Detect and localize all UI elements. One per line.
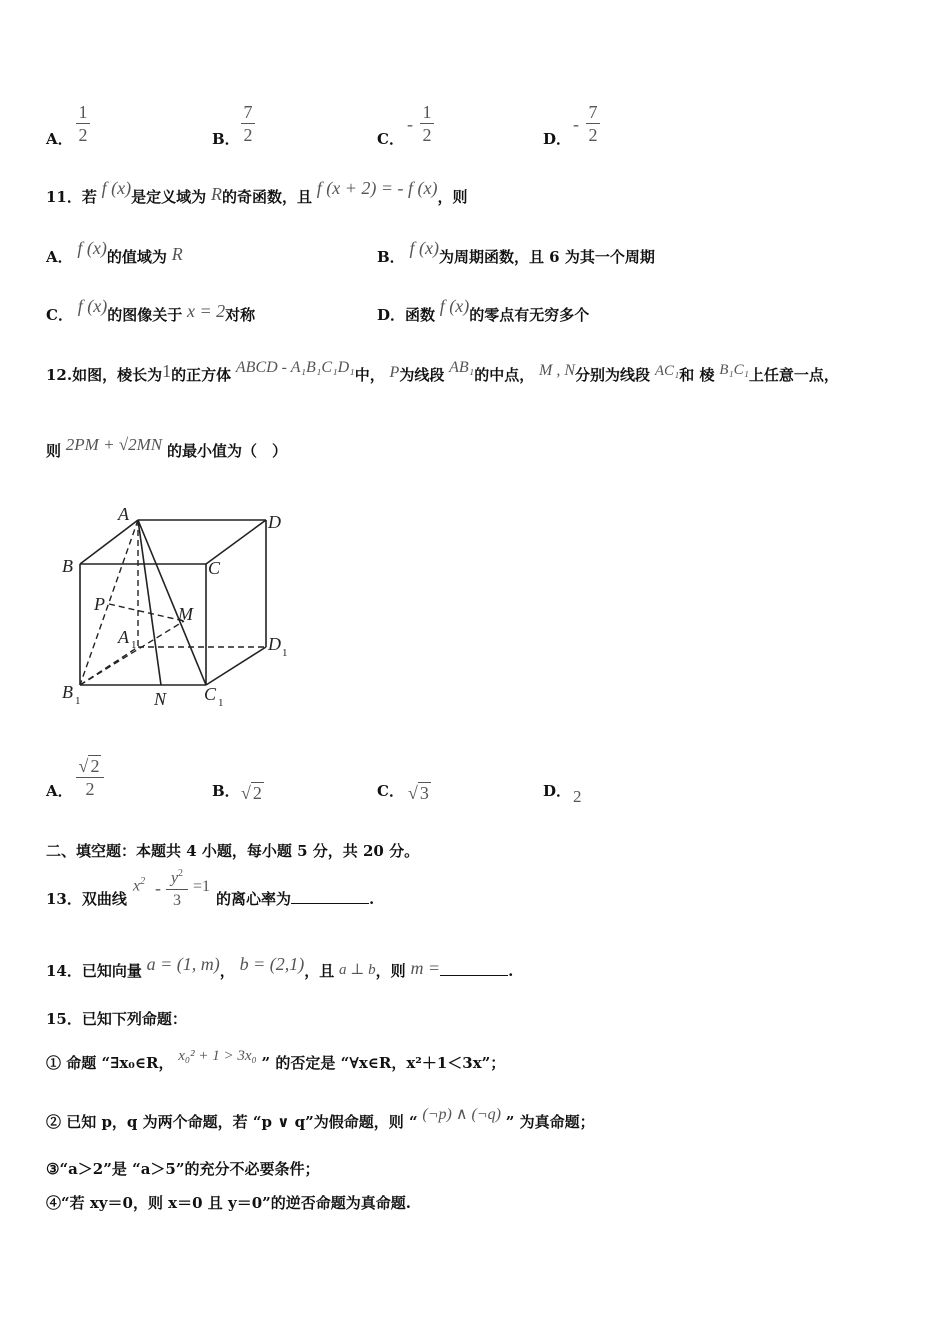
q12-option-c-label: C． [377, 782, 404, 800]
label-n: N [154, 689, 167, 709]
q12-option-c-value: √ 3 [408, 783, 429, 803]
label-c: C [208, 558, 221, 578]
q14-answer-blank[interactable] [440, 961, 508, 976]
label-c1-sub: 1 [218, 697, 224, 709]
q12-stem-line1: 12.如图，棱长为1的正方体 ABCD - A₁B₁C₁D₁中， P为线段 AB₁的中点， M , N分别为线段 AC₁和 棱 B₁C₁上任意一点， [46, 359, 839, 384]
q13-tail: 的离心率为 . [216, 890, 375, 908]
q10-option-b-label: B． [212, 130, 240, 148]
q13-fraction: $y^2$ 3 [166, 864, 188, 911]
q12-option-a-fraction: √ 2 2 [76, 756, 104, 799]
q11-stem: 11．若 f (x)是定义域为 R的奇函数，且 f (x + 2) = - f (x)，则 [46, 178, 468, 206]
q13-x: $x^2$ [133, 876, 146, 895]
label-p: P [94, 594, 105, 614]
q11-option-b: B． f (x)为周期函数，且 6 为其一个周期 [377, 238, 655, 266]
segment-an [138, 520, 161, 685]
label-d1: D [268, 634, 281, 654]
q10-option-d-sign: - [573, 114, 579, 134]
label-b1: B [62, 682, 73, 702]
q12-option-b-value: √ 2 [241, 783, 262, 803]
q15-proposition-1: ① 命题 “∃x₀∈R， x₀² + 1 > 3x₀ ” 的否定是 “∀x∈R，x²＋1＜3x”； [46, 1048, 506, 1072]
q12-stem-line2: 则 2PM + √2MN 的最小值为（ ） [46, 435, 287, 460]
q12-option-b-label: B． [212, 782, 240, 800]
q10-option-a-label: A． [46, 130, 73, 148]
q10-option-c-sign: - [407, 114, 413, 134]
label-d: D [268, 512, 281, 532]
q13-minus: - [155, 878, 161, 898]
edge-ba [80, 520, 138, 564]
q10-option-b-fraction: 7 2 [241, 102, 255, 145]
segment-ac1 [138, 520, 206, 685]
q11-option-a: A． f (x)的值域为 R [46, 238, 183, 266]
q10-option-c-label: C． [377, 130, 404, 148]
q10-option-a-fraction: 1 2 [76, 102, 90, 145]
q12-option-d-value: 2 [573, 787, 582, 806]
cube-figure [56, 500, 306, 715]
q11-option-c: C． f (x)的图像关于 x = 2对称 [46, 296, 256, 324]
q15-proposition-3: ③“a＞2”是 “a＞5”的充分不必要条件； [46, 1160, 320, 1178]
section-2-heading: 二、填空题：本题共 4 小题，每小题 5 分，共 20 分。 [46, 842, 420, 860]
segment-ab1 [80, 520, 138, 685]
q13-stem: 13．双曲线 [46, 890, 127, 908]
q10-option-d-fraction: 7 2 [586, 102, 600, 145]
label-m: M [178, 604, 193, 624]
q15-intro: 15．已知下列命题： [46, 1010, 187, 1028]
segment-b1m [80, 621, 184, 685]
q12-option-d-label: D． [543, 782, 572, 800]
q15-proposition-2: ② 已知 p，q 为两个命题，若 “p ∨ q”为假命题，则 “ (¬p) ∧ (¬q) ” 为真命题； [46, 1106, 595, 1131]
label-b: B [62, 556, 73, 576]
label-a: A [118, 504, 129, 524]
segment-pm [109, 604, 184, 621]
q13-answer-blank[interactable] [291, 889, 369, 904]
q10-option-c-fraction: 1 2 [420, 102, 434, 145]
q12-option-a-label: A． [46, 782, 73, 800]
label-b1-sub: 1 [75, 695, 81, 707]
label-a1: A [118, 627, 129, 647]
q10-option-d-label: D． [543, 130, 572, 148]
q13-eq: =1 [193, 878, 211, 895]
label-d1-sub: 1 [282, 647, 288, 659]
q14-stem: 14．已知向量 a = (1, m)， b = (2,1)，且 a ⊥ b，则 m = . [46, 954, 514, 980]
q11-option-d: D．函数 f (x)的零点有无穷多个 [377, 296, 590, 324]
q15-proposition-4: ④“若 xy＝0，则 x＝0 且 y＝0”的逆否命题为真命题. [46, 1194, 411, 1212]
edge-c1d1 [206, 647, 266, 685]
label-c1: C [204, 684, 217, 704]
label-a1-sub: 1 [131, 639, 137, 651]
